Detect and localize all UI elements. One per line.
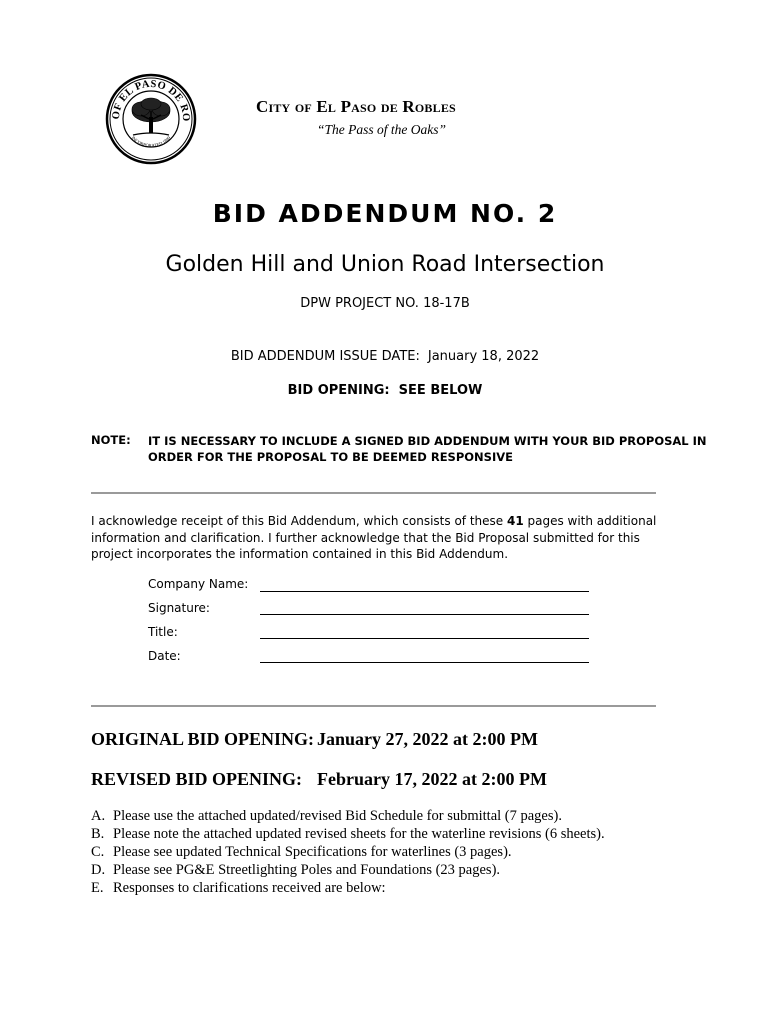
list-item: Please see PG&E Streetlighting Poles and Foundations (23 pages). bbox=[113, 862, 501, 878]
list-item: Please use the attached updated/revised Bid Schedule for submittal (7 pages). bbox=[113, 808, 562, 824]
signature-label: Signature: bbox=[148, 601, 210, 615]
acknowledgement-text bbox=[91, 513, 681, 563]
original-bid-opening-value: January 27, 2022 at 2:00 PM bbox=[317, 729, 538, 749]
date-label: Date: bbox=[148, 649, 181, 663]
list-item: Please note the attached updated revised sheets for the waterline revisions (6 sheets). bbox=[113, 826, 605, 842]
title-label: Title: bbox=[148, 625, 178, 639]
city-seal-logo bbox=[105, 73, 197, 165]
svg-text:INCORPORATED 1889: INCORPORATED 1889 bbox=[130, 135, 172, 149]
signature-field[interactable] bbox=[260, 614, 589, 615]
bid-opening-note: BID OPENING: SEE BELOW bbox=[287, 383, 483, 398]
svg-text:CITY OF EL PASO DE ROBLES: OF EL PASO DE RO bbox=[110, 78, 192, 122]
project-name: Golden Hill and Union Road Intersection bbox=[165, 252, 605, 277]
issue-date bbox=[0, 349, 770, 364]
company-name-field[interactable] bbox=[260, 591, 589, 592]
title-field[interactable] bbox=[260, 638, 589, 639]
company-name-label: Company Name: bbox=[148, 577, 249, 591]
item-letter: D. bbox=[91, 862, 106, 878]
city-motto: “The Pass of the Oaks” bbox=[317, 122, 447, 137]
original-bid-opening-label: ORIGINAL BID OPENING: bbox=[91, 729, 315, 749]
item-letter: E. bbox=[91, 880, 104, 896]
issue-date-value: January 18, 2022 bbox=[427, 349, 540, 364]
note-label: NOTE: bbox=[91, 433, 131, 447]
item-letter: B. bbox=[91, 826, 105, 842]
acknowledgement-page-count: 41 bbox=[506, 514, 524, 528]
section-divider bbox=[91, 705, 656, 707]
list-item: Responses to clarifications received are below: bbox=[113, 880, 386, 896]
issue-date-label: BID ADDENDUM ISSUE DATE: bbox=[230, 349, 420, 364]
revised-bid-opening-label: REVISED BID OPENING: bbox=[91, 769, 303, 789]
acknowledgement-text-start: I acknowledge receipt of this Bid Addendum, which consists of these bbox=[91, 514, 507, 528]
item-letter: C. bbox=[91, 844, 105, 860]
section-divider bbox=[91, 492, 656, 494]
note-text: IT IS NECESSARY TO INCLUDE A SIGNED BID ADDENDUM WITH YOUR BID PROPOSAL IN ORDER FOR THE PROPOSAL TO BE DEEMED RESPONSIVE bbox=[148, 434, 707, 464]
list-item: Please see updated Technical Specifications for waterlines (3 pages). bbox=[113, 844, 512, 860]
acknowledgement-text-end: pages with additional information and clarification. I further acknowledge that the Bid Proposal submitted for this project incorporates the information contained in this Bid Addendum. bbox=[91, 514, 657, 561]
city-name: City of El Paso de Robles bbox=[256, 97, 456, 116]
date-field[interactable] bbox=[260, 662, 589, 663]
item-letter: A. bbox=[91, 808, 106, 824]
document-title: BID ADDENDUM NO. 2 bbox=[212, 199, 558, 228]
revised-bid-opening-value: February 17, 2022 at 2:00 PM bbox=[317, 769, 547, 789]
project-number: DPW PROJECT NO. 18-17B bbox=[300, 296, 470, 311]
